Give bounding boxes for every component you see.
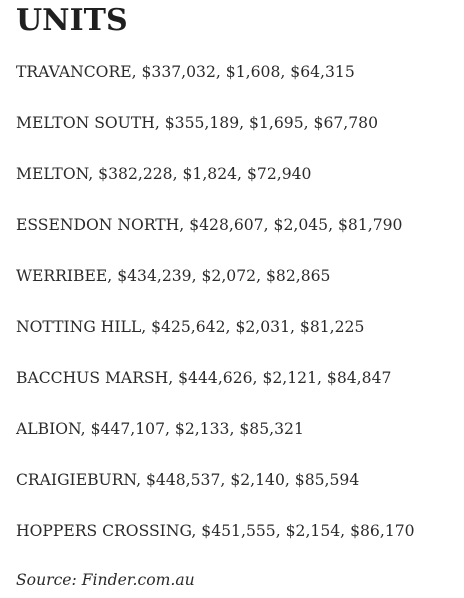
list-item: TRAVANCORE, $337,032, $1,608, $64,315 <box>16 63 355 81</box>
list-item: BACCHUS MARSH, $444,626, $2,121, $84,847 <box>16 369 392 387</box>
list-item: CRAIGIEBURN, $448,537, $2,140, $85,594 <box>16 471 360 489</box>
section-heading: UNITS <box>16 3 128 38</box>
list-item: ESSENDON NORTH, $428,607, $2,045, $81,790 <box>16 216 403 234</box>
list-item: HOPPERS CROSSING, $451,555, $2,154, $86,170 <box>16 522 415 540</box>
list-item: MELTON, $382,228, $1,824, $72,940 <box>16 165 312 183</box>
list-item: MELTON SOUTH, $355,189, $1,695, $67,780 <box>16 114 379 132</box>
suburb-list <box>16 59 415 569</box>
list-item: WERRIBEE, $434,239, $2,072, $82,865 <box>16 267 331 285</box>
source-credit: Source: Finder.com.au <box>16 571 195 589</box>
list-item: ALBION, $447,107, $2,133, $85,321 <box>16 420 304 438</box>
list-item: NOTTING HILL, $425,642, $2,031, $81,225 <box>16 318 365 336</box>
